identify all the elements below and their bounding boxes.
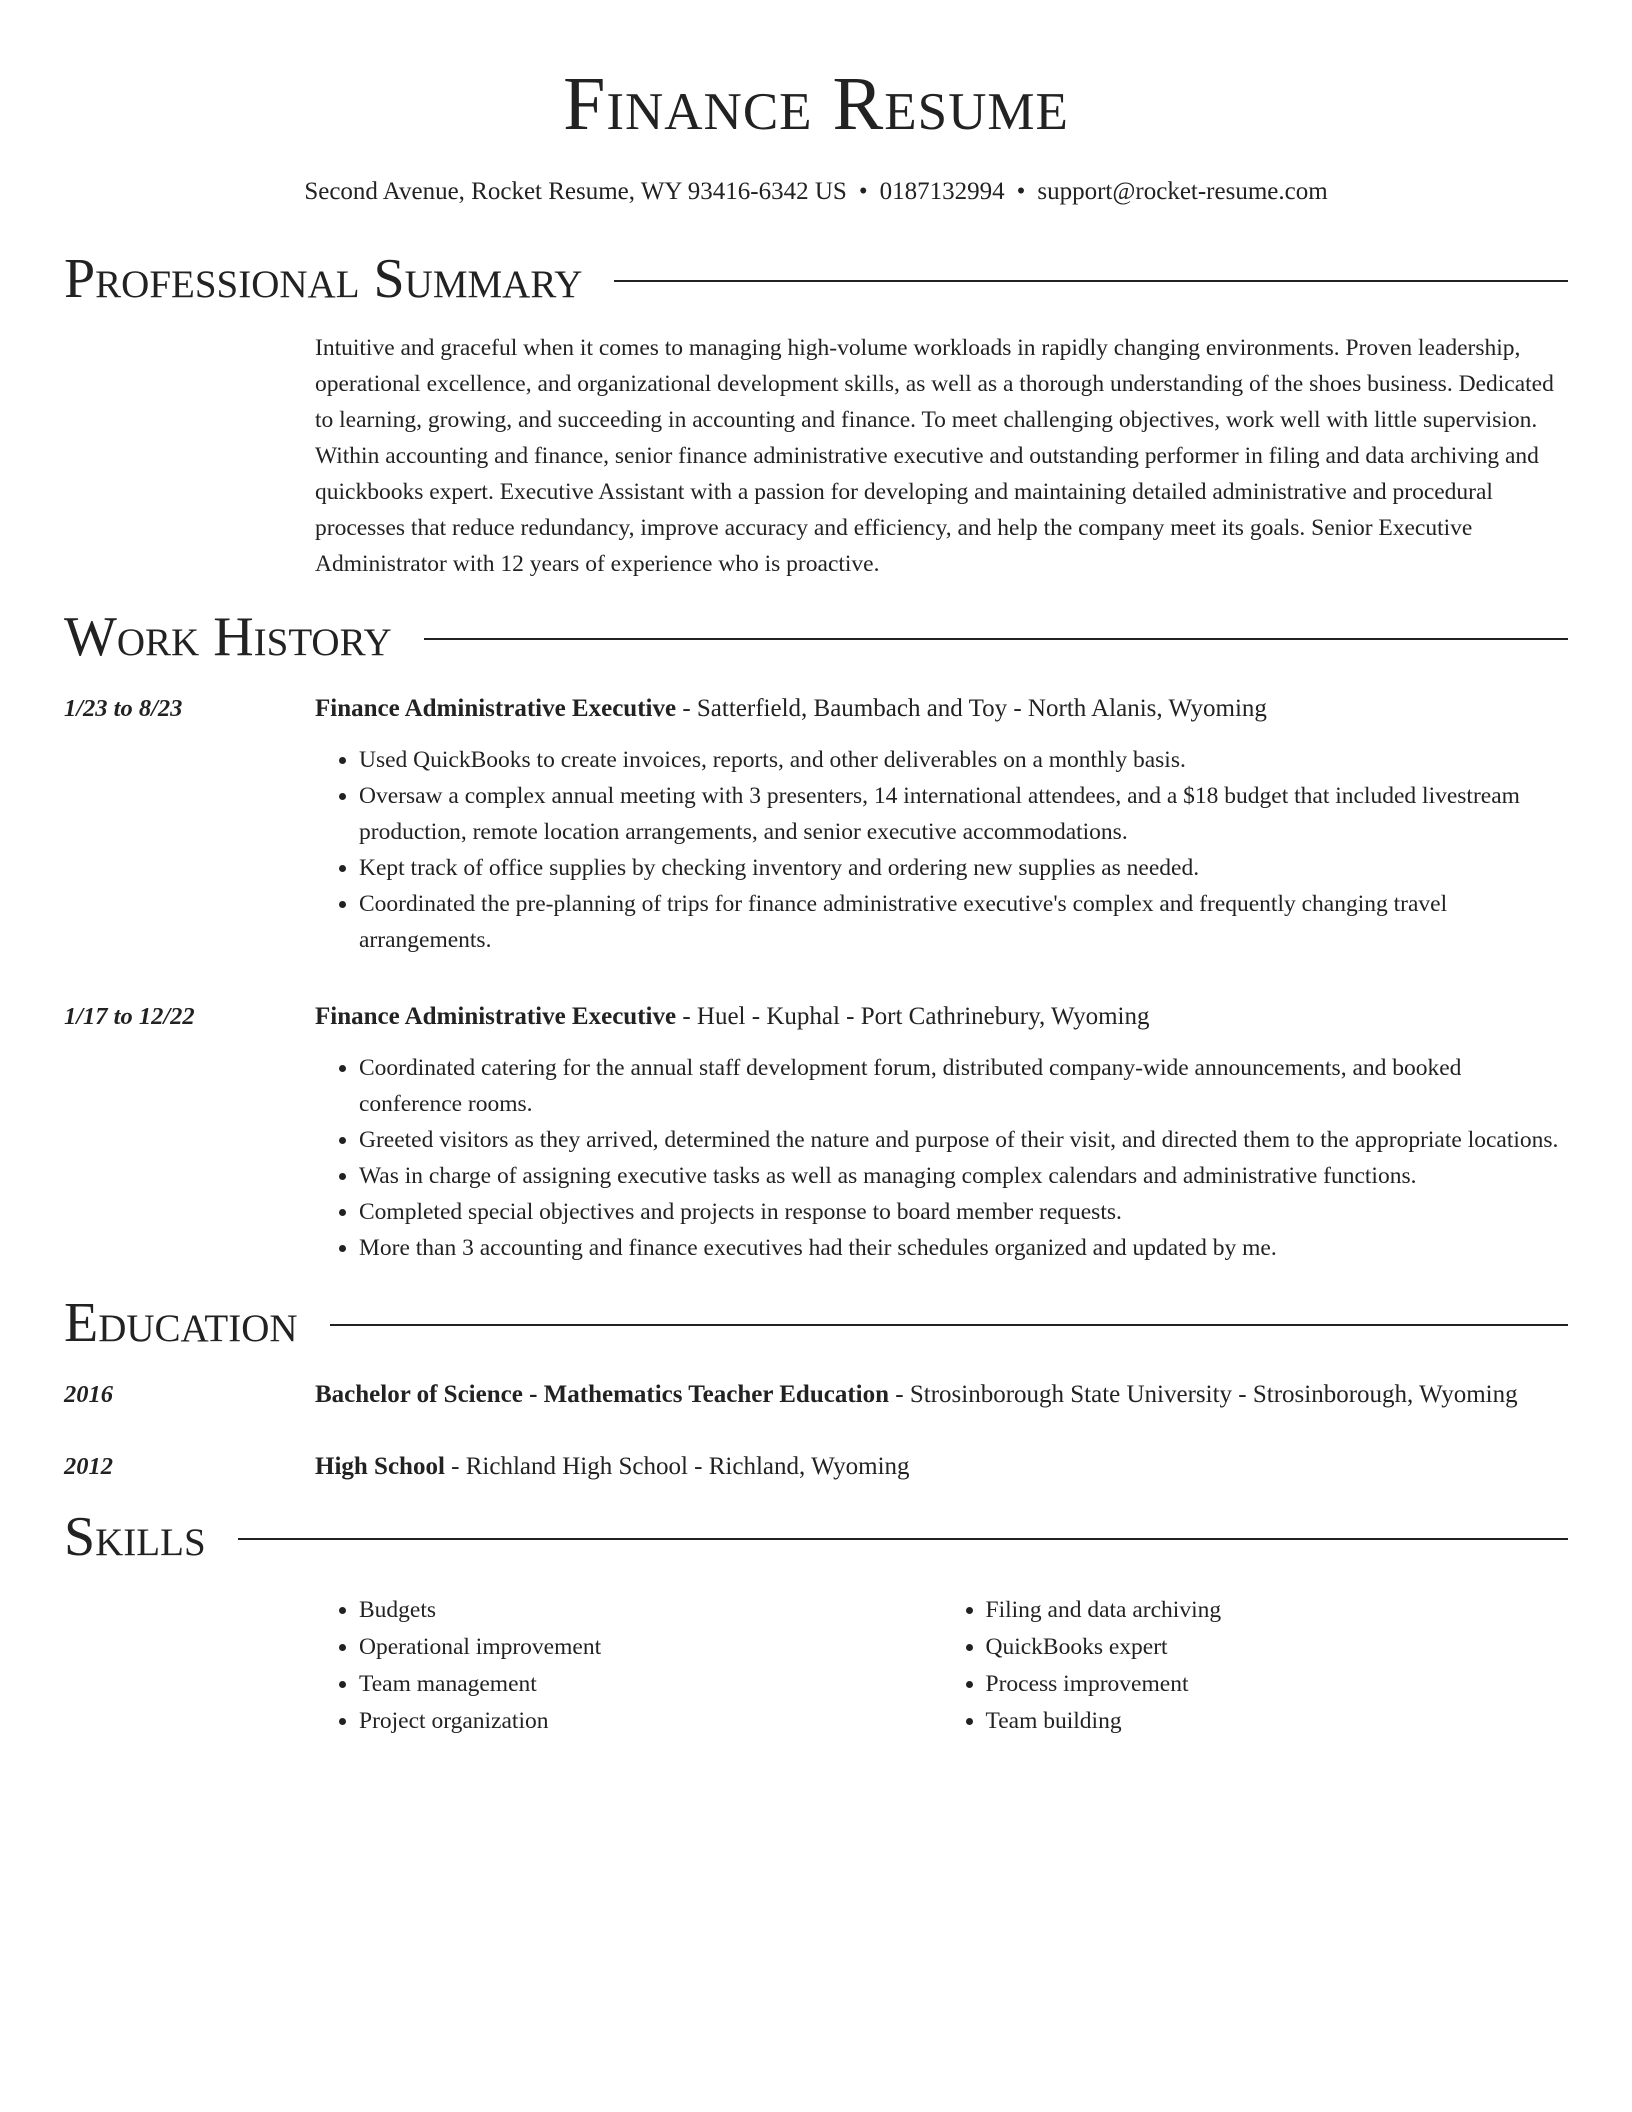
education-entry [64,1448,1568,1486]
job-body [315,998,1568,1266]
education-body [315,1376,1568,1414]
education-degree: High School [315,1453,445,1480]
email[interactable]: support@rocket-resume.com [1037,178,1328,205]
list-item: • Oversaw a complex annual meeting with 3 presenters, 14 international attendees, and a $18 budget that included livestream production, remote location arrangements, and senior executive accommodations. [359,778,1568,850]
section-divider [330,1324,1568,1326]
summary-section-header [64,244,1568,314]
education-year: 2016 [64,1381,113,1408]
job-body [315,690,1568,958]
job-role: Finance Administrative Executive [315,695,677,722]
education-section-header [64,1288,1568,1358]
education-heading [315,1376,1568,1414]
skills-column-left [315,1592,942,1740]
contact-line [64,174,1568,210]
section-divider [614,280,1568,282]
education-details: - Strosinborough State University - Strosinborough, Wyoming [889,1381,1518,1408]
list-item: • Coordinated the pre-planning of trips for finance administrative executive's complex and frequently changing travel arrangements. [359,886,1568,958]
education-degree: Bachelor of Science - Mathematics Teacher Education [315,1381,890,1408]
list-item: • Greeted visitors as they arrived, determined the nature and purpose of their visit, and directed them to the appropriate locations. [359,1122,1568,1158]
list-item: • Completed special objectives and projects in response to board member requests. [359,1194,1568,1230]
list-item: • Process improvement [986,1666,1569,1703]
skills-column-right [942,1592,1569,1740]
list-item: • Filing and data archiving [986,1592,1569,1629]
summary-title: Professional Summary [64,248,583,310]
section-divider [424,638,1568,640]
job-heading [315,998,1568,1036]
education-body [315,1448,1568,1486]
job-dates: 1/23 to 8/23 [64,695,183,722]
skills-list [315,1592,1568,1740]
address: Second Avenue, Rocket Resume, WY 93416-6342 US [304,178,847,205]
list-item: • Team building [986,1703,1569,1740]
job-bullets [315,742,1568,958]
list-item: • Kept track of office supplies by checking inventory and ordering new supplies as needed. [359,850,1568,886]
job-dates: 1/17 to 12/22 [64,1003,195,1030]
work-section-header [64,602,1568,672]
list-item: • Coordinated catering for the annual staff development forum, distributed company-wide announcements, and booked conference rooms. [359,1050,1568,1122]
list-item: • Used QuickBooks to create invoices, reports, and other deliverables on a monthly basis. [359,742,1568,778]
separator-dot: • [1016,178,1026,205]
list-item: • Team management [359,1666,942,1703]
education-details: - Richland High School - Richland, Wyoming [444,1453,910,1480]
list-item: • More than 3 accounting and finance executives had their schedules organized and updated by me. [359,1230,1568,1266]
separator-dot: • [858,178,868,205]
education-entry [64,1376,1568,1414]
list-item: • QuickBooks expert [986,1629,1569,1666]
resume-name: Finance Resume [563,62,1069,146]
job-details: - Huel - Kuphal - Port Cathrinebury, Wyoming [676,1003,1150,1030]
list-item: • Was in charge of assigning executive tasks as well as managing complex calendars and administrative functions. [359,1158,1568,1194]
summary-text: Intuitive and graceful when it comes to managing high-volume workloads in rapidly changing environments. Proven leadership, operational excellence, and organizational development skills, as well as a thorough understanding of the shoes business. Dedicated to learning, growing, and succeeding in accounting and finance. To meet challenging objectives, work well with little supervision. Within accounting and finance, senior finance administrative executive and outstanding performer in filing and data archiving and quickbooks expert. Executive Assistant with a passion for developing and maintaining detailed administrative and procedural processes that reduce redundancy, improve accuracy and efficiency, and help the company meet its goals. Senior Executive Administrator with 12 years of experience who is proactive. [315,335,1554,577]
job-entry [64,690,1568,958]
job-role: Finance Administrative Executive [315,1003,677,1030]
section-divider [238,1538,1568,1540]
job-details: - Satterfield, Baumbach and Toy - North Alanis, Wyoming [676,695,1267,722]
skills-section-header [64,1502,1568,1572]
phone: 0187132994 [879,178,1005,205]
work-title: Work History [64,606,392,668]
education-heading [315,1448,1568,1486]
job-bullets [315,1050,1568,1266]
list-item: • Budgets [359,1592,942,1629]
education-year: 2012 [64,1453,113,1480]
list-item: • Operational improvement [359,1629,942,1666]
education-title: Education [64,1292,298,1354]
job-heading [315,690,1568,728]
job-entry [64,998,1568,1266]
skills-title: Skills [64,1506,206,1568]
list-item: • Project organization [359,1703,942,1740]
